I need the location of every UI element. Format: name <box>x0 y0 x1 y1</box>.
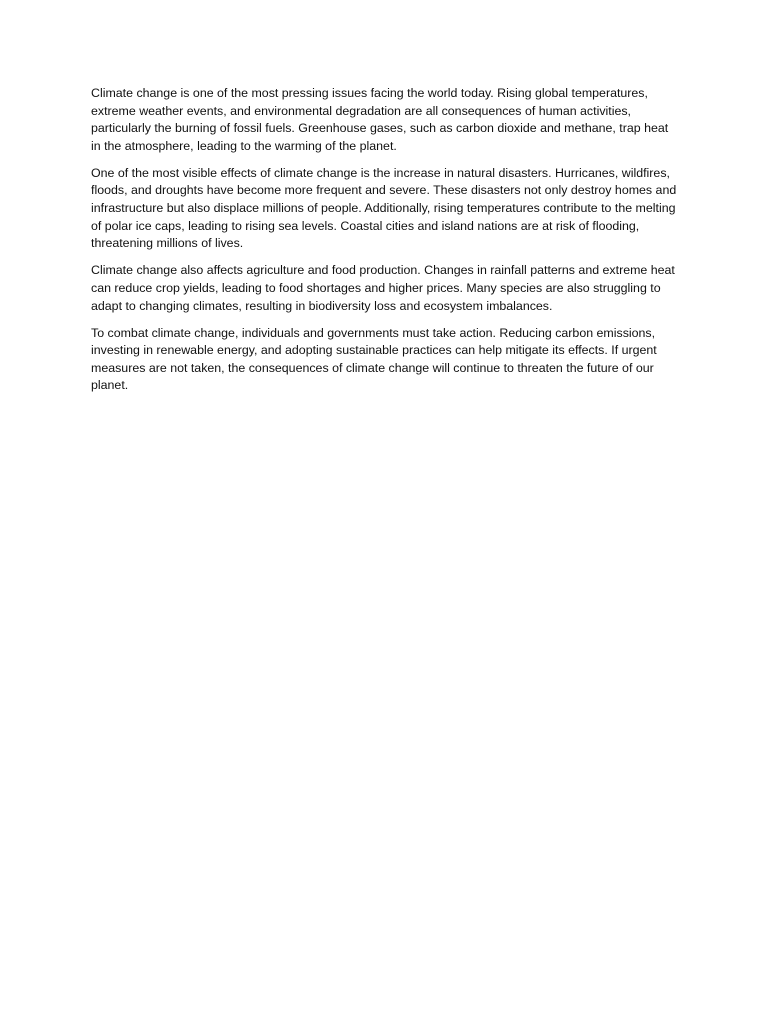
paragraph-2: One of the most visible effects of climate change is the increase in natural disasters. Hurricanes, wildfires, floods, and droughts have become more frequent and severe. These disasters not only destroy homes and infrastructure but also displace millions of people. Additionally, rising temperatures contribute to the melting of polar ice caps, leading to rising sea levels. Coastal cities and island nations are at risk of flooding, threatening millions of lives. <box>91 165 677 251</box>
paragraph-3: Climate change also affects agriculture and food production. Changes in rainfall patterns and extreme heat can reduce crop yields, leading to food shortages and higher prices. Many species are also struggling to adapt to changing climates, resulting in biodiversity loss and ecosystem imbalances. <box>91 263 675 313</box>
paragraph-1: Climate change is one of the most pressing issues facing the world today. Rising global temperatures, extreme weather events, and environmental degradation are all consequences of human activities, particularly the burning of fossil fuels. Greenhouse gases, such as carbon dioxide and methane, trap heat in the atmosphere, leading to the warming of the planet. <box>91 86 669 153</box>
paragraph-4: To combat climate change, individuals and governments must take action. Reducing carbon emissions, investing in renewable energy, and adopting sustainable practices can help mitigate its effects. If urgent measures are not taken, the consequences of climate change will continue to threaten the future of our planet. <box>91 325 657 393</box>
document-body <box>91 85 681 405</box>
